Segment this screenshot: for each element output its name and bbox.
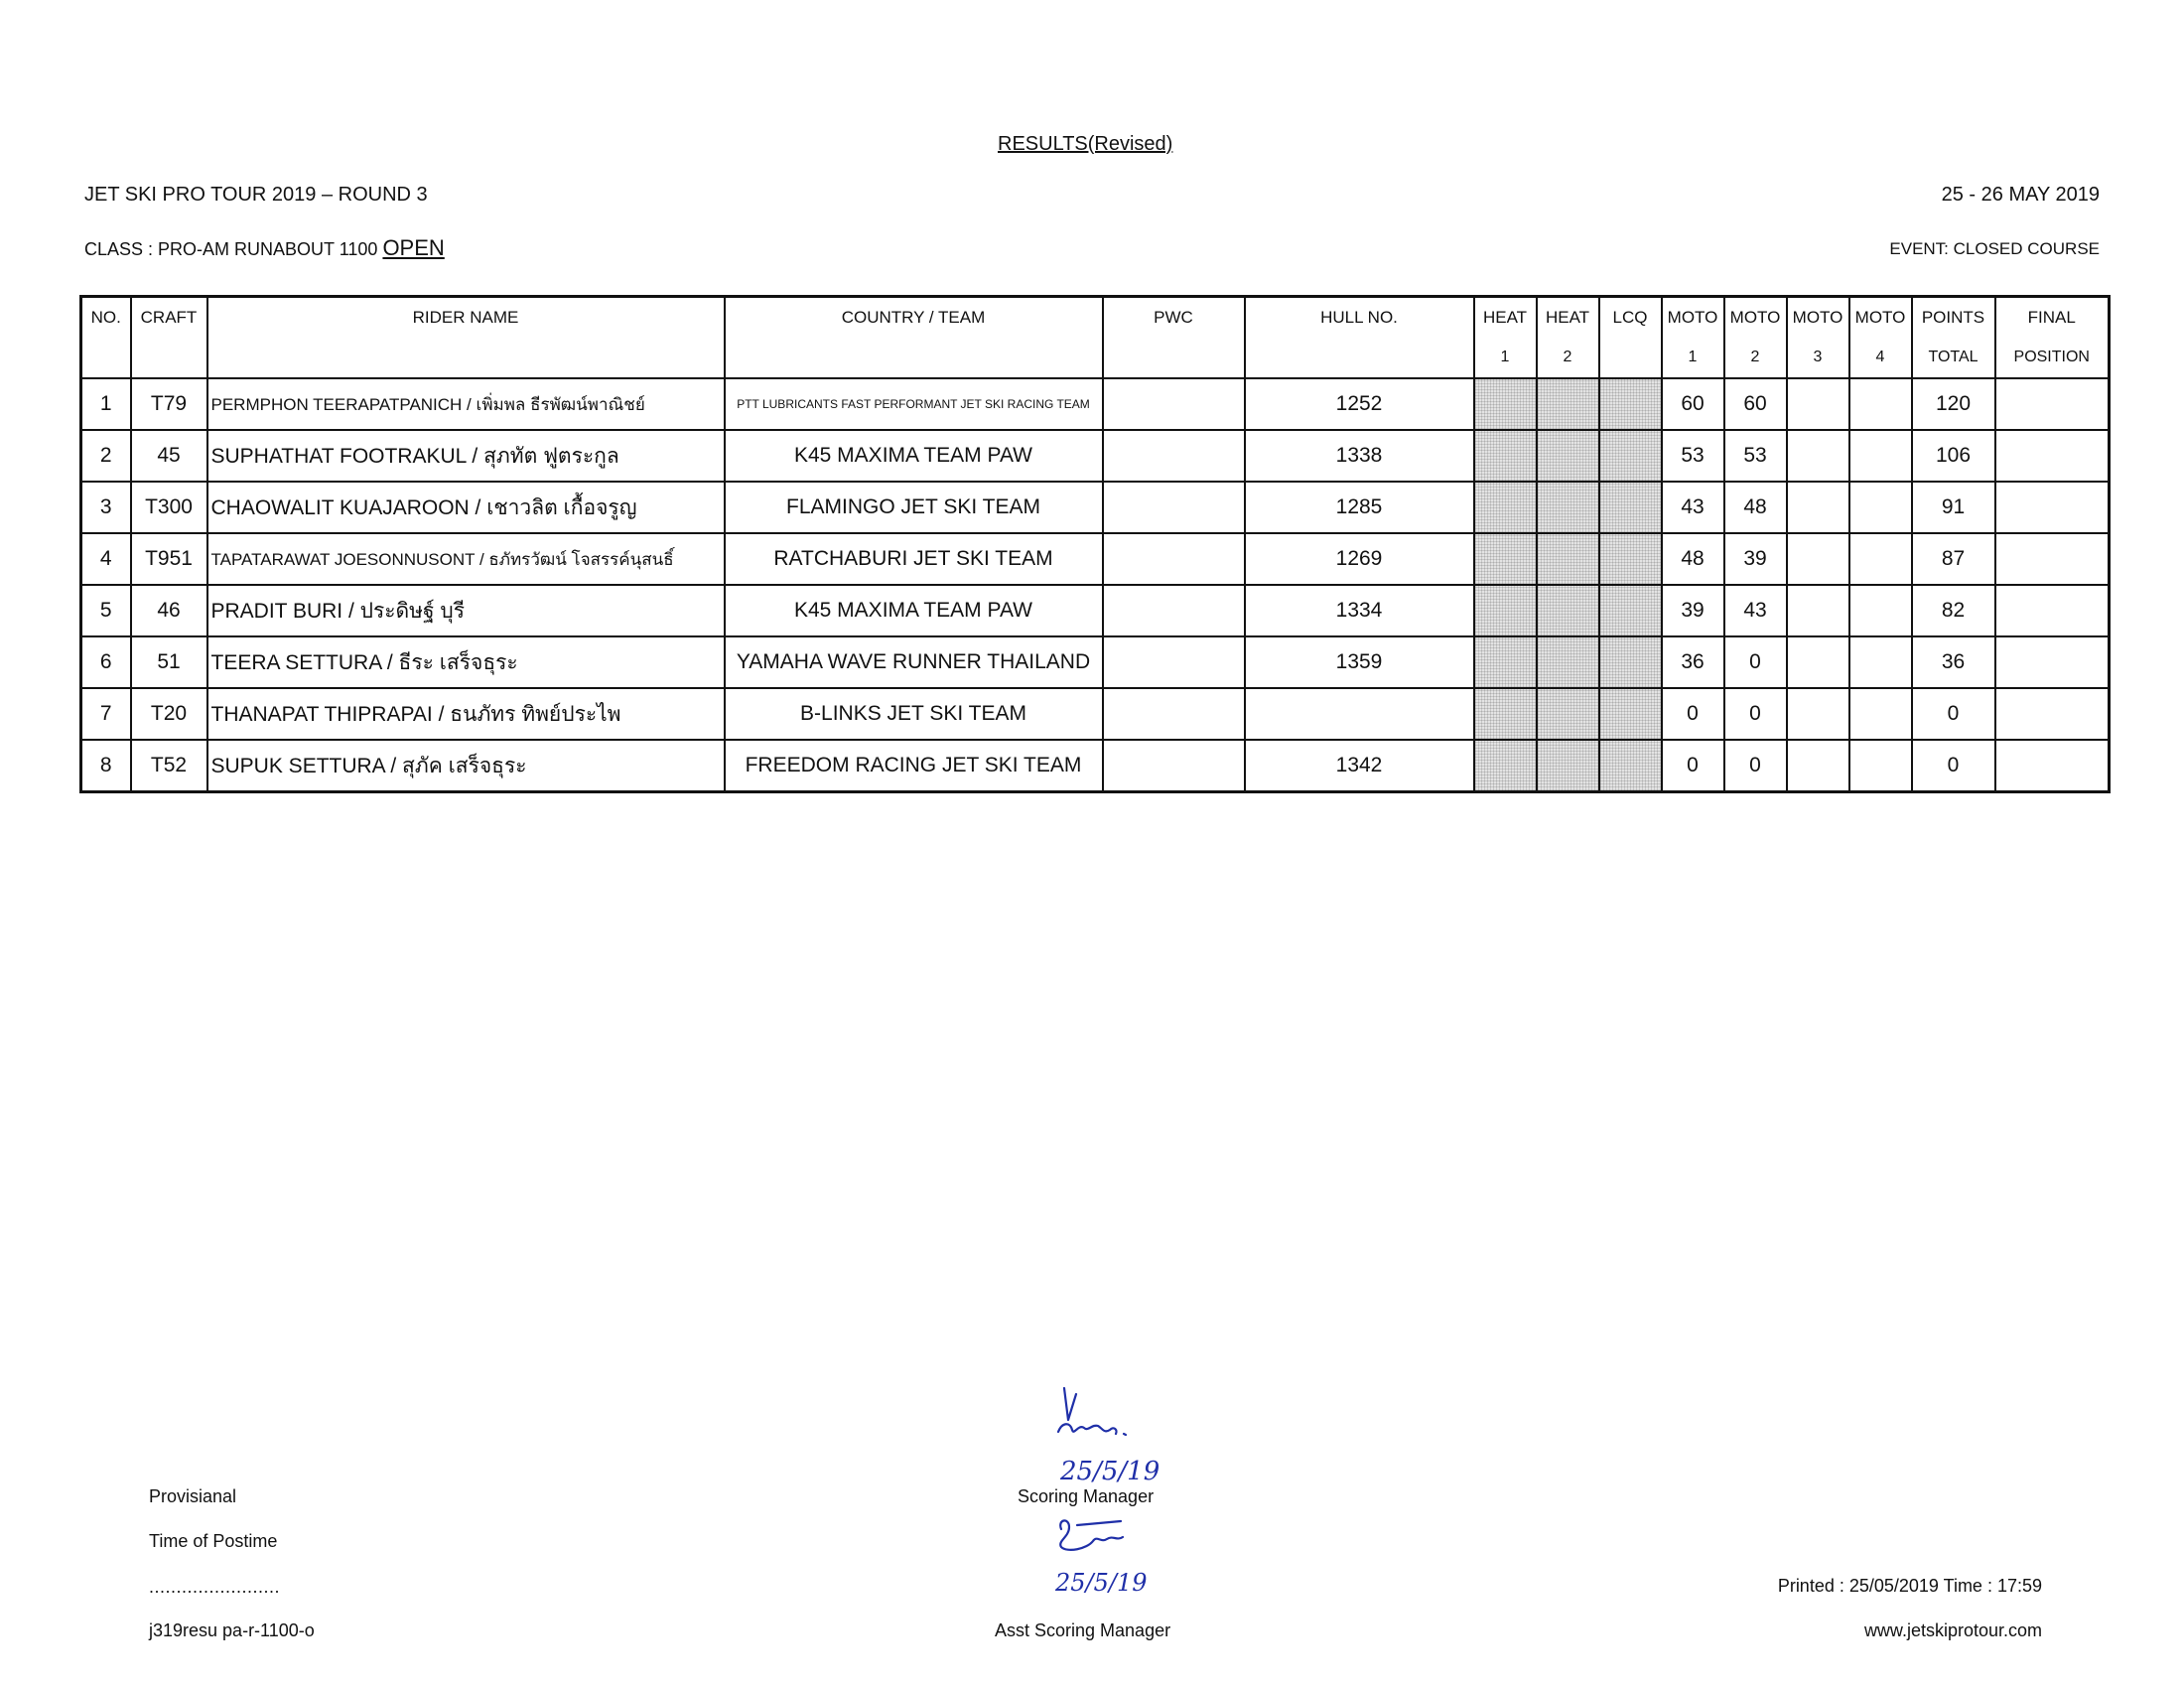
table-row bbox=[81, 430, 2110, 482]
column-header-sublabel: 3 bbox=[1813, 349, 1823, 365]
points-total: 106 bbox=[1912, 430, 1995, 482]
column-header-label: PWC bbox=[1154, 308, 1193, 327]
provisional-label: Provisianal bbox=[149, 1486, 237, 1506]
column-header-sublabel: POSITION bbox=[2013, 349, 2090, 365]
pwc bbox=[1103, 636, 1245, 688]
moto-4-points bbox=[1849, 378, 1912, 430]
time-of-postime-label: Time of Postime bbox=[149, 1531, 278, 1551]
table-row bbox=[81, 636, 2110, 688]
hull-number bbox=[1245, 688, 1474, 740]
position-no: 8 bbox=[81, 740, 131, 792]
final-position bbox=[1995, 740, 2110, 792]
column-header bbox=[81, 297, 131, 379]
lcq-cell bbox=[1599, 688, 1662, 740]
class-line bbox=[84, 235, 445, 261]
rider-name: SUPHATHAT FOOTRAKUL / สุภทัต ฟูตระกูล bbox=[207, 430, 725, 482]
moto-2-points: 39 bbox=[1724, 533, 1787, 585]
points-total: 87 bbox=[1912, 533, 1995, 585]
position-no: 1 bbox=[81, 378, 131, 430]
results-table bbox=[79, 295, 2111, 793]
rider-name: TAPATARAWAT JOESONNUSONT / ธภัทรวัฒน์ โจสรรค์นุสนธิ์ bbox=[207, 533, 725, 585]
lcq-cell bbox=[1599, 636, 1662, 688]
moto-1-points: 36 bbox=[1662, 636, 1724, 688]
moto-3-points bbox=[1787, 585, 1849, 636]
column-header-sublabel: 2 bbox=[1563, 349, 1572, 365]
column-header-sublabel: TOTAL bbox=[1928, 349, 1979, 365]
heat-2-cell bbox=[1537, 430, 1599, 482]
table-row bbox=[81, 482, 2110, 533]
column-header-label: HEAT bbox=[1482, 308, 1528, 327]
hull-number: 1359 bbox=[1245, 636, 1474, 688]
column-header bbox=[207, 297, 725, 379]
moto-1-points: 0 bbox=[1662, 740, 1724, 792]
lcq-cell bbox=[1599, 740, 1662, 792]
final-position bbox=[1995, 585, 2110, 636]
moto-1-points: 53 bbox=[1662, 430, 1724, 482]
pwc bbox=[1103, 585, 1245, 636]
pwc bbox=[1103, 378, 1245, 430]
rider-name: CHAOWALIT KUAJAROON / เชาวลิต เกื้อจรูญ bbox=[207, 482, 725, 533]
event-date: 25 - 26 MAY 2019 bbox=[1941, 184, 2100, 206]
heat-2-cell bbox=[1537, 482, 1599, 533]
position-no: 5 bbox=[81, 585, 131, 636]
column-header-label: MOTO bbox=[1729, 308, 1781, 327]
moto-2-points: 0 bbox=[1724, 740, 1787, 792]
pwc bbox=[1103, 533, 1245, 585]
column-header bbox=[131, 297, 207, 379]
class-open-label: OPEN bbox=[382, 235, 445, 260]
rider-name: SUPUK SETTURA / สุภัค เสร็จธุระ bbox=[207, 740, 725, 792]
moto-4-points bbox=[1849, 533, 1912, 585]
heat-1-cell bbox=[1474, 688, 1537, 740]
moto-2-points: 43 bbox=[1724, 585, 1787, 636]
craft-number: 51 bbox=[131, 636, 207, 688]
moto-1-points: 48 bbox=[1662, 533, 1724, 585]
heat-1-cell bbox=[1474, 482, 1537, 533]
column-header bbox=[1103, 297, 1245, 379]
column-header-label: HULL NO. bbox=[1320, 308, 1398, 327]
country-team: PTT LUBRICANTS FAST PERFORMANT JET SKI RACING TEAM bbox=[725, 378, 1103, 430]
column-header bbox=[1245, 297, 1474, 379]
table-body bbox=[81, 378, 2110, 792]
rider-name: THANAPAT THIPRAPAI / ธนภัทร ทิพย์ประไพ bbox=[207, 688, 725, 740]
moto-4-points bbox=[1849, 585, 1912, 636]
heat-1-cell bbox=[1474, 378, 1537, 430]
country-team: B-LINKS JET SKI TEAM bbox=[725, 688, 1103, 740]
scoring-manager-label: Scoring Manager bbox=[1018, 1486, 1155, 1506]
moto-4-points bbox=[1849, 688, 1912, 740]
moto-4-points bbox=[1849, 482, 1912, 533]
craft-number: T52 bbox=[131, 740, 207, 792]
column-header bbox=[1787, 297, 1849, 379]
points-total: 0 bbox=[1912, 688, 1995, 740]
column-header bbox=[1474, 297, 1537, 379]
points-total: 91 bbox=[1912, 482, 1995, 533]
lcq-cell bbox=[1599, 585, 1662, 636]
scoring-manager-signature bbox=[1042, 1380, 1181, 1489]
moto-3-points bbox=[1787, 482, 1849, 533]
craft-number: T20 bbox=[131, 688, 207, 740]
lcq-cell bbox=[1599, 430, 1662, 482]
heat-1-cell bbox=[1474, 430, 1537, 482]
pwc bbox=[1103, 430, 1245, 482]
points-total: 36 bbox=[1912, 636, 1995, 688]
column-header bbox=[1599, 297, 1662, 379]
column-header-sublabel: 1 bbox=[1500, 349, 1510, 365]
hull-number: 1285 bbox=[1245, 482, 1474, 533]
final-position bbox=[1995, 688, 2110, 740]
pwc bbox=[1103, 688, 1245, 740]
pwc bbox=[1103, 740, 1245, 792]
moto-2-points: 48 bbox=[1724, 482, 1787, 533]
table-row bbox=[81, 533, 2110, 585]
points-total: 0 bbox=[1912, 740, 1995, 792]
column-header bbox=[1849, 297, 1912, 379]
column-header-sublabel: 1 bbox=[1688, 349, 1698, 365]
final-position bbox=[1995, 482, 2110, 533]
points-total: 120 bbox=[1912, 378, 1995, 430]
moto-1-points: 60 bbox=[1662, 378, 1724, 430]
lcq-cell bbox=[1599, 533, 1662, 585]
country-team: K45 MAXIMA TEAM PAW bbox=[725, 585, 1103, 636]
rider-name: TEERA SETTURA / ธีระ เสร็จธุระ bbox=[207, 636, 725, 688]
column-header-sublabel: 2 bbox=[1750, 349, 1760, 365]
moto-4-points bbox=[1849, 430, 1912, 482]
rider-name: PRADIT BURI / ประดิษฐ์ บุรี bbox=[207, 585, 725, 636]
heat-2-cell bbox=[1537, 636, 1599, 688]
hull-number: 1342 bbox=[1245, 740, 1474, 792]
hull-number: 1269 bbox=[1245, 533, 1474, 585]
country-team: YAMAHA WAVE RUNNER THAILAND bbox=[725, 636, 1103, 688]
heat-2-cell bbox=[1537, 378, 1599, 430]
table-row bbox=[81, 378, 2110, 430]
moto-1-points: 0 bbox=[1662, 688, 1724, 740]
moto-2-points: 53 bbox=[1724, 430, 1787, 482]
asst-scoring-manager-label: Asst Scoring Manager bbox=[995, 1620, 1171, 1640]
time-placeholder-dots: ........................ bbox=[149, 1577, 281, 1597]
moto-4-points bbox=[1849, 636, 1912, 688]
event-type: EVENT: CLOSED COURSE bbox=[1889, 239, 2100, 258]
lcq-cell bbox=[1599, 482, 1662, 533]
moto-3-points bbox=[1787, 740, 1849, 792]
column-header bbox=[725, 297, 1103, 379]
heat-2-cell bbox=[1537, 533, 1599, 585]
file-code: j319resu pa-r-1100-o bbox=[149, 1620, 315, 1640]
heat-1-cell bbox=[1474, 533, 1537, 585]
moto-3-points bbox=[1787, 636, 1849, 688]
country-team: FREEDOM RACING JET SKI TEAM bbox=[725, 740, 1103, 792]
column-header bbox=[1662, 297, 1724, 379]
craft-number: 46 bbox=[131, 585, 207, 636]
moto-3-points bbox=[1787, 688, 1849, 740]
final-position bbox=[1995, 378, 2110, 430]
table-row bbox=[81, 740, 2110, 792]
column-header-label: MOTO bbox=[1792, 308, 1843, 327]
printed-timestamp: Printed : 25/05/2019 Time : 17:59 bbox=[1777, 1576, 2042, 1596]
hull-number: 1252 bbox=[1245, 378, 1474, 430]
craft-number: T300 bbox=[131, 482, 207, 533]
lcq-cell bbox=[1599, 378, 1662, 430]
column-header bbox=[1724, 297, 1787, 379]
position-no: 4 bbox=[81, 533, 131, 585]
heat-1-cell bbox=[1474, 636, 1537, 688]
column-header bbox=[1912, 297, 1995, 379]
final-position bbox=[1995, 430, 2110, 482]
points-total: 82 bbox=[1912, 585, 1995, 636]
heat-2-cell bbox=[1537, 740, 1599, 792]
moto-1-points: 39 bbox=[1662, 585, 1724, 636]
class-label: CLASS : PRO-AM RUNABOUT 1100 bbox=[84, 239, 378, 259]
column-header-label: RIDER NAME bbox=[412, 308, 519, 327]
moto-3-points bbox=[1787, 533, 1849, 585]
asst-scoring-manager-signature-date: 25/5/19 bbox=[1055, 1569, 1148, 1597]
position-no: 3 bbox=[81, 482, 131, 533]
document-title: RESULTS(Revised) bbox=[998, 133, 1173, 155]
moto-2-points: 0 bbox=[1724, 688, 1787, 740]
hull-number: 1334 bbox=[1245, 585, 1474, 636]
table-header-row bbox=[81, 297, 2110, 379]
craft-number: T79 bbox=[131, 378, 207, 430]
position-no: 6 bbox=[81, 636, 131, 688]
craft-number: 45 bbox=[131, 430, 207, 482]
table-row bbox=[81, 585, 2110, 636]
pwc bbox=[1103, 482, 1245, 533]
column-header-label: HEAT bbox=[1545, 308, 1590, 327]
column-header-label: FINAL bbox=[2027, 308, 2076, 327]
event-name: JET SKI PRO TOUR 2019 – ROUND 3 bbox=[84, 184, 428, 206]
moto-3-points bbox=[1787, 430, 1849, 482]
country-team: RATCHABURI JET SKI TEAM bbox=[725, 533, 1103, 585]
moto-3-points bbox=[1787, 378, 1849, 430]
heat-2-cell bbox=[1537, 688, 1599, 740]
moto-4-points bbox=[1849, 740, 1912, 792]
heat-1-cell bbox=[1474, 740, 1537, 792]
moto-2-points: 60 bbox=[1724, 378, 1787, 430]
moto-1-points: 43 bbox=[1662, 482, 1724, 533]
website-url: www.jetskiprotour.com bbox=[1863, 1620, 2042, 1640]
column-header bbox=[1537, 297, 1599, 379]
column-header-sublabel: 4 bbox=[1875, 349, 1885, 365]
country-team: FLAMINGO JET SKI TEAM bbox=[725, 482, 1103, 533]
final-position bbox=[1995, 636, 2110, 688]
heat-2-cell bbox=[1537, 585, 1599, 636]
position-no: 7 bbox=[81, 688, 131, 740]
moto-2-points: 0 bbox=[1724, 636, 1787, 688]
rider-name: PERMPHON TEERAPATPANICH / เพิ่มพล ธีรพัฒน์พาณิชย์ bbox=[207, 378, 725, 430]
asst-scoring-manager-signature bbox=[1047, 1511, 1176, 1601]
column-header-label: COUNTRY / TEAM bbox=[841, 308, 986, 327]
column-header-label: NO. bbox=[90, 308, 121, 327]
column-header bbox=[1995, 297, 2110, 379]
table-row bbox=[81, 688, 2110, 740]
hull-number: 1338 bbox=[1245, 430, 1474, 482]
craft-number: T951 bbox=[131, 533, 207, 585]
country-team: K45 MAXIMA TEAM PAW bbox=[725, 430, 1103, 482]
column-header-label: CRAFT bbox=[140, 308, 198, 327]
column-header-label: MOTO bbox=[1854, 308, 1906, 327]
column-header-label: POINTS bbox=[1921, 308, 1985, 327]
column-header-label: MOTO bbox=[1667, 308, 1718, 327]
heat-1-cell bbox=[1474, 585, 1537, 636]
final-position bbox=[1995, 533, 2110, 585]
column-header-label: LCQ bbox=[1612, 308, 1648, 327]
position-no: 2 bbox=[81, 430, 131, 482]
scoring-manager-signature-date: 25/5/19 bbox=[1060, 1457, 1160, 1486]
